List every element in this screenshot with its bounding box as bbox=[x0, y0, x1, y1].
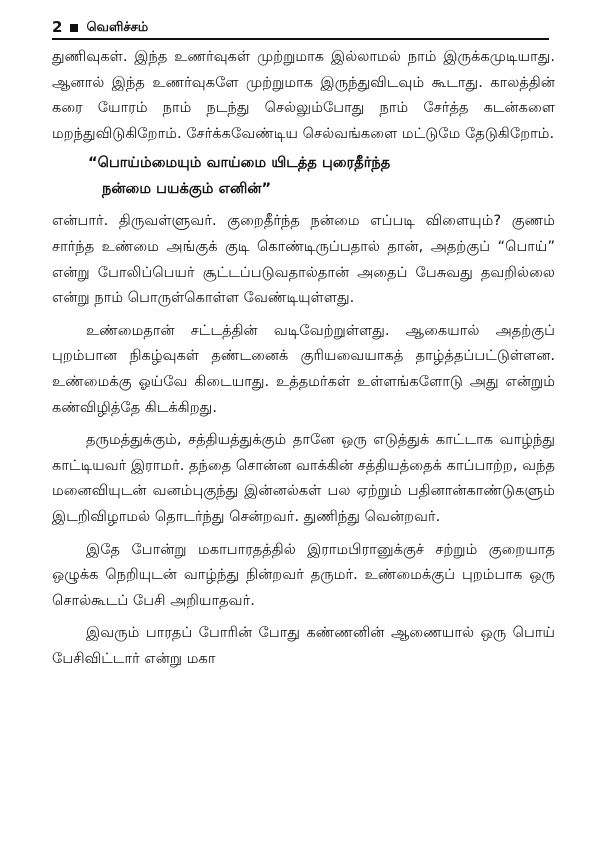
square-bullet-icon bbox=[70, 24, 78, 32]
quote-line: நன்மை பயக்கும் எனின்” bbox=[102, 180, 272, 198]
quote-line: “பொய்ம்மையும் வாய்மை யிடத்த புரைதீர்ந்த bbox=[88, 154, 391, 172]
page-number: 2 bbox=[52, 18, 63, 36]
running-title: வெளிச்சம் bbox=[86, 20, 149, 35]
kural-quote bbox=[52, 150, 555, 202]
running-header bbox=[52, 12, 549, 40]
paragraph: உண்மைதான் சட்டத்தின் வடிவேற்றுள்ளது. ஆகையால் அதற்குப் புறம்பான நிகழ்வுகள் தண்டனைக் குரியவையாகத் தாழ்த்தப்பட்டுள்ளன. உண்மைக்கு ஓய்வே கிடையாது. உத்தமர்கள் உள்ளங்களோடு அது என்றும் கண்விழித்தே கிடக்கிறது. bbox=[52, 321, 555, 416]
paragraph: தருமத்துக்கும், சத்தியத்துக்கும் தானே ஒரு எடுத்துக் காட்டாக வாழ்ந்து காட்டியவர் இராமர். தந்தை சொன்ன வாக்கின் சத்தியத்தைக் காப்பாற்ற, வந்த மனைவியுடன் வனம்புகுந்து இன்னல்கள் பல ஏற்றும் பதினான்காண்டுகளும் இடறிவிழாமல் தொடர்ந்து சென்றவர். துணிந்து வென்றவர். bbox=[52, 431, 555, 525]
paragraph: இதே போன்று மகாபாரதத்தில் இராமபிரானுக்குச் சற்றும் குறையாத ஒழுக்க நெறியுடன் வாழ்ந்து நின்றவர் தருமர். உண்மைக்குப் புறம்பாக ஒரு சொல்கூடப் பேசி அறியாதவர். bbox=[52, 540, 555, 609]
paragraph: என்பார். திருவள்ளுவர். குறைதீர்ந்த நன்மை எப்படி விளையும்? குணம் சார்ந்த உண்மை அங்குக் குடி கொண்டிருப்பதால் தான், அதற்குப் “பொய்” என்று போலிப்பெயர் சூட்டப்படுவதால்தான் அதைப் பேசுவது தவறில்லை என்று நாம் பொருள்கொள்ள வேண்டியுள்ளது. bbox=[52, 212, 555, 307]
paragraph: இவரும் பாரதப் போரின் போது கண்ணனின் ஆணையால் ஒரு பொய் பேசிவிட்டார் என்று மகா bbox=[52, 624, 555, 667]
page-body bbox=[52, 44, 555, 671]
paragraph: துணிவுகள். இந்த உணர்வுகள் முற்றுமாக இல்லாமல் நாம் இருக்கமுடியாது. ஆனால் இந்த உணர்வுகளே முற்றுமாக இருந்துவிடவும் கூடாது. காலத்தின் கரை யோரம் நாம் நடந்து செல்லும்போது நாம் சேர்த்த கடன்களை மறந்துவிடுகிறோம். சேர்க்கவேண்டிய செல்வங்களை மட்டுமே தேடுகிறோம். bbox=[52, 48, 555, 142]
